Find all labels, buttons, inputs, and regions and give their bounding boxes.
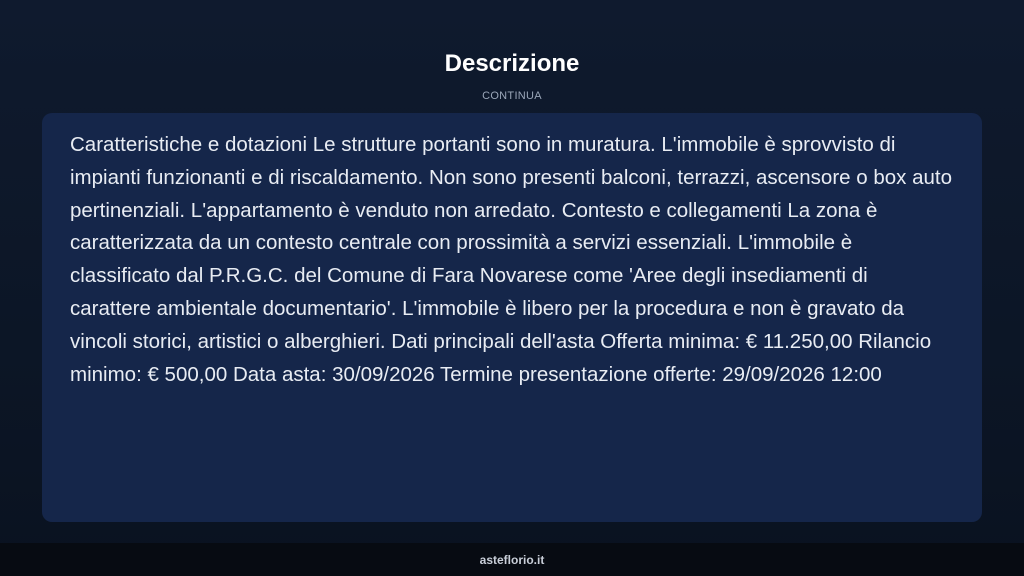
footer-site-label: asteflorio.it	[479, 553, 545, 567]
page-header	[0, 48, 1024, 103]
description-card	[42, 113, 982, 522]
footer-bar	[0, 543, 1024, 576]
description-text: Caratteristiche e dotazioni Le strutture portanti sono in muratura. L'immobile è sprovvisto di impianti funzionanti e di riscaldamento. Non sono presenti balconi, terrazzi, ascensore o box auto pertinenziali. L'appartamento è venduto non arredato. Contesto e collegamenti La zona è caratterizzata da un contesto centrale con prossimità a servizi essenziali. L'immobile è classificato dal P.R.G.C. del Comune di Fara Novarese come 'Aree degli insediamenti di carattere ambientale documentario'. L'immobile è libero per la procedura e non è gravato da vincoli storici, artistici o alberghieri. Dati principali dell'asta Offerta minima: € 11.250,00 Rilancio minimo: € 500,00 Data asta: 30/09/2026 Termine presentazione offerte: 29/09/2026 12:00	[70, 133, 952, 386]
page-title: Descrizione	[444, 50, 580, 77]
page-subtitle: CONTINUA	[482, 90, 542, 102]
